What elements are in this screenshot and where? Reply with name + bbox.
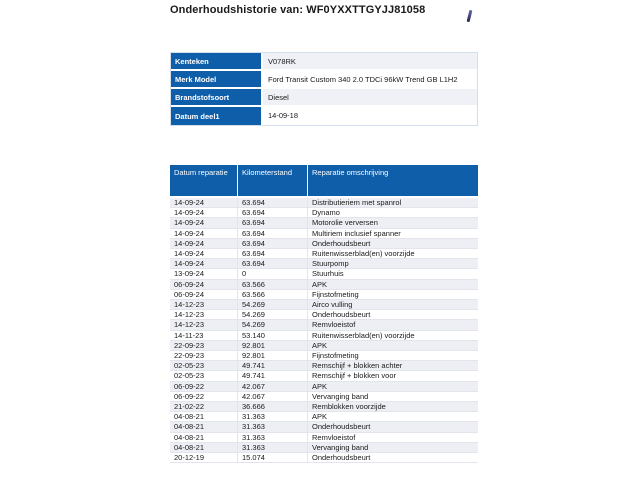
history-row [170, 453, 478, 463]
repair-date-cell: 13-09-24 [170, 269, 238, 279]
odometer-cell: 63.694 [238, 198, 308, 208]
description-cell: APK [308, 341, 478, 351]
odometer-cell: 54.269 [238, 310, 308, 320]
repair-date-cell: 14-12-23 [170, 320, 238, 330]
description-cell: Ruitenwisserblad(en) voorzijde [308, 331, 478, 341]
repair-date-cell: 02-05-23 [170, 361, 238, 371]
vehicle-info-row [171, 53, 477, 71]
vehicle-info-row [171, 89, 477, 107]
description-cell: Remvloeistof [308, 320, 478, 330]
description-cell: Stuurhuis [308, 269, 478, 279]
history-row [170, 280, 478, 290]
description-cell: Multiriem inclusief spanner [308, 229, 478, 239]
column-header: Reparatie omschrijving [308, 165, 478, 198]
description-cell: Motorolie verversen [308, 218, 478, 228]
odometer-cell: 31.363 [238, 412, 308, 422]
odometer-cell: 63.694 [238, 218, 308, 228]
repair-date-cell: 06-09-22 [170, 392, 238, 402]
odometer-cell: 31.363 [238, 422, 308, 432]
logo-mark [467, 10, 473, 22]
history-row [170, 422, 478, 432]
info-label: Kenteken [171, 53, 263, 71]
history-row [170, 208, 478, 218]
odometer-cell: 92.801 [238, 341, 308, 351]
history-row [170, 341, 478, 351]
description-cell: Vervanging band [308, 392, 478, 402]
repair-date-cell: 14-11-23 [170, 331, 238, 341]
history-row [170, 239, 478, 249]
repair-date-cell: 22-09-23 [170, 341, 238, 351]
repair-date-cell: 06-09-22 [170, 382, 238, 392]
odometer-cell: 63.694 [238, 229, 308, 239]
description-cell: Onderhoudsbeurt [308, 239, 478, 249]
history-row [170, 269, 478, 279]
history-row [170, 382, 478, 392]
history-row [170, 320, 478, 330]
odometer-cell: 0 [238, 269, 308, 279]
info-label: Datum deel1 [171, 107, 263, 125]
repair-date-cell: 06-09-24 [170, 290, 238, 300]
repair-date-cell: 14-12-23 [170, 310, 238, 320]
history-row [170, 249, 478, 259]
repair-date-cell: 14-09-24 [170, 208, 238, 218]
vehicle-info-row [171, 107, 477, 125]
repair-date-cell: 14-09-24 [170, 229, 238, 239]
odometer-cell: 63.566 [238, 280, 308, 290]
odometer-cell: 49.741 [238, 371, 308, 381]
description-cell: Onderhoudsbeurt [308, 422, 478, 432]
odometer-cell: 42.067 [238, 382, 308, 392]
odometer-cell: 63.694 [238, 208, 308, 218]
vehicle-info-row [171, 71, 477, 89]
odometer-cell: 63.694 [238, 259, 308, 269]
odometer-cell: 63.566 [238, 290, 308, 300]
repair-date-cell: 04-08-21 [170, 443, 238, 453]
info-value: 14-09-18 [263, 107, 477, 125]
info-label: Merk Model [171, 71, 263, 89]
description-cell: Remblokken voorzijde [308, 402, 478, 412]
description-cell: Fijnstofmeting [308, 351, 478, 361]
history-row [170, 443, 478, 453]
history-row [170, 259, 478, 269]
history-header-row [170, 165, 478, 198]
odometer-cell: 42.067 [238, 392, 308, 402]
repair-date-cell: 22-09-23 [170, 351, 238, 361]
description-cell: Remschijf + blokken achter [308, 361, 478, 371]
repair-date-cell: 14-09-24 [170, 259, 238, 269]
description-cell: Onderhoudsbeurt [308, 310, 478, 320]
history-row [170, 371, 478, 381]
repair-date-cell: 14-09-24 [170, 198, 238, 208]
description-cell: Airco vulling [308, 300, 478, 310]
history-row [170, 290, 478, 300]
history-row [170, 433, 478, 443]
history-row [170, 310, 478, 320]
history-row [170, 300, 478, 310]
odometer-cell: 63.694 [238, 239, 308, 249]
description-cell: Ruitenwisserblad(en) voorzijde [308, 249, 478, 259]
repair-date-cell: 04-08-21 [170, 412, 238, 422]
info-value: V078RK [263, 53, 477, 71]
repair-date-cell: 04-08-21 [170, 433, 238, 443]
info-value: Ford Transit Custom 340 2.0 TDCi 96kW Trend GB L1H2 [263, 71, 477, 89]
repair-date-cell: 06-09-24 [170, 280, 238, 290]
odometer-cell: 54.269 [238, 320, 308, 330]
description-cell: APK [308, 382, 478, 392]
odometer-cell: 15.074 [238, 453, 308, 463]
history-row [170, 198, 478, 208]
description-cell: Remvloeistof [308, 433, 478, 443]
odometer-cell: 36.666 [238, 402, 308, 412]
repair-date-cell: 14-09-24 [170, 218, 238, 228]
info-value: Diesel [263, 89, 477, 107]
odometer-cell: 54.269 [238, 300, 308, 310]
history-row [170, 229, 478, 239]
repair-date-cell: 14-09-24 [170, 249, 238, 259]
vehicle-info-table [170, 52, 478, 126]
column-header: Datum reparatie [170, 165, 238, 198]
info-label: Brandstofsoort [171, 89, 263, 107]
description-cell: Distributieriem met spanrol [308, 198, 478, 208]
history-row [170, 351, 478, 361]
description-cell: Dynamo [308, 208, 478, 218]
description-cell: Onderhoudsbeurt [308, 453, 478, 463]
description-cell: Fijnstofmeting [308, 290, 478, 300]
page-title: Onderhoudshistorie van: WF0YXXTTGYJJ81058 [170, 4, 426, 16]
description-cell: Vervanging band [308, 443, 478, 453]
odometer-cell: 63.694 [238, 249, 308, 259]
description-cell: Stuurpomp [308, 259, 478, 269]
history-row [170, 331, 478, 341]
odometer-cell: 31.363 [238, 443, 308, 453]
repair-date-cell: 14-09-24 [170, 239, 238, 249]
odometer-cell: 92.801 [238, 351, 308, 361]
column-header: Kilometerstand [238, 165, 308, 198]
description-cell: APK [308, 280, 478, 290]
repair-date-cell: 02-05-23 [170, 371, 238, 381]
maintenance-history-table [170, 165, 478, 463]
history-row [170, 392, 478, 402]
repair-date-cell: 04-08-21 [170, 422, 238, 432]
odometer-cell: 53.140 [238, 331, 308, 341]
history-row [170, 218, 478, 228]
repair-date-cell: 14-12-23 [170, 300, 238, 310]
odometer-cell: 31.363 [238, 433, 308, 443]
repair-date-cell: 20-12-19 [170, 453, 238, 463]
description-cell: Remschijf + blokken voor [308, 371, 478, 381]
history-row [170, 412, 478, 422]
odometer-cell: 49.741 [238, 361, 308, 371]
history-row [170, 361, 478, 371]
repair-date-cell: 21-02-22 [170, 402, 238, 412]
description-cell: APK [308, 412, 478, 422]
history-row [170, 402, 478, 412]
